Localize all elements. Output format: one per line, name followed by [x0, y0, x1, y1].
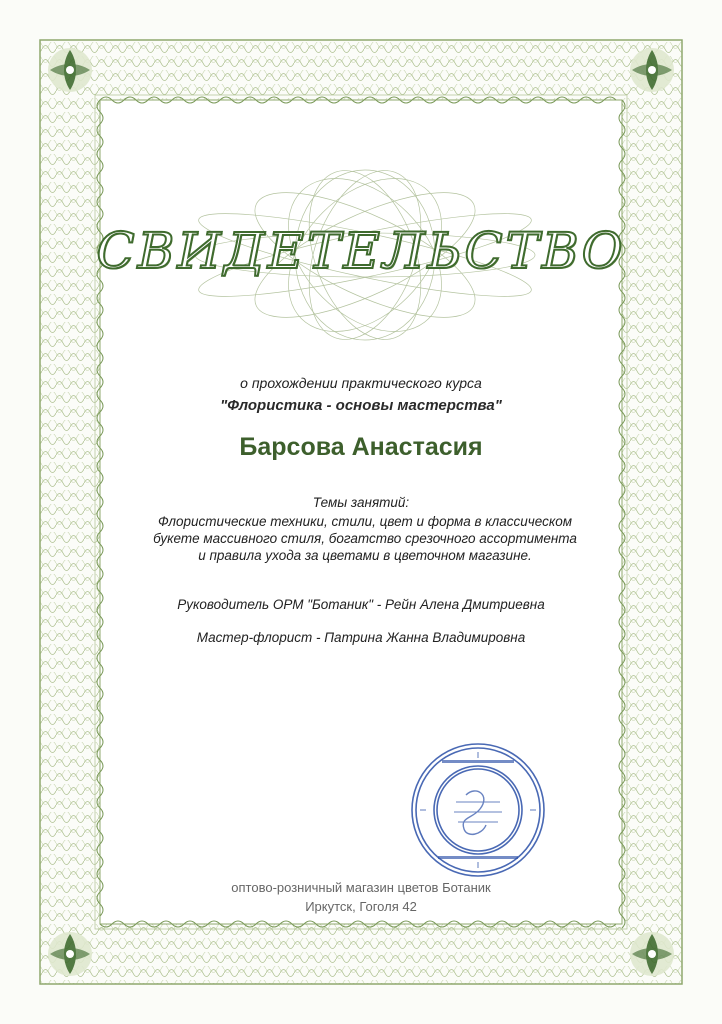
master-florist-line: Мастер-флорист - Патрина Жанна Владимировна [196, 630, 526, 645]
course-name: "Флористика - основы мастерства" [220, 397, 502, 414]
recipient-name: Барсова Анастасия [239, 433, 483, 461]
topics-text: Флористические техники, стили, цвет и форма в классическом букете массивного стиля, богатство срезочного ассортимента и правила ухода за цветами в цветочном магазине. [153, 514, 577, 563]
leader-line: Руководитель ОРМ "Ботаник" - Рейн Алена Дмитриевна [177, 597, 545, 612]
course-intro: о прохождении практического курса [240, 375, 482, 391]
round-stamp [408, 740, 548, 880]
footer-address: Иркутск, Гоголя 42 [305, 899, 417, 914]
certificate-title: СВИДЕТЕЛЬСТВО [96, 222, 626, 280]
topics-heading: Темы занятий: [312, 495, 410, 510]
footer-shop-name: оптово-розничный магазин цветов Ботаник [231, 880, 491, 895]
